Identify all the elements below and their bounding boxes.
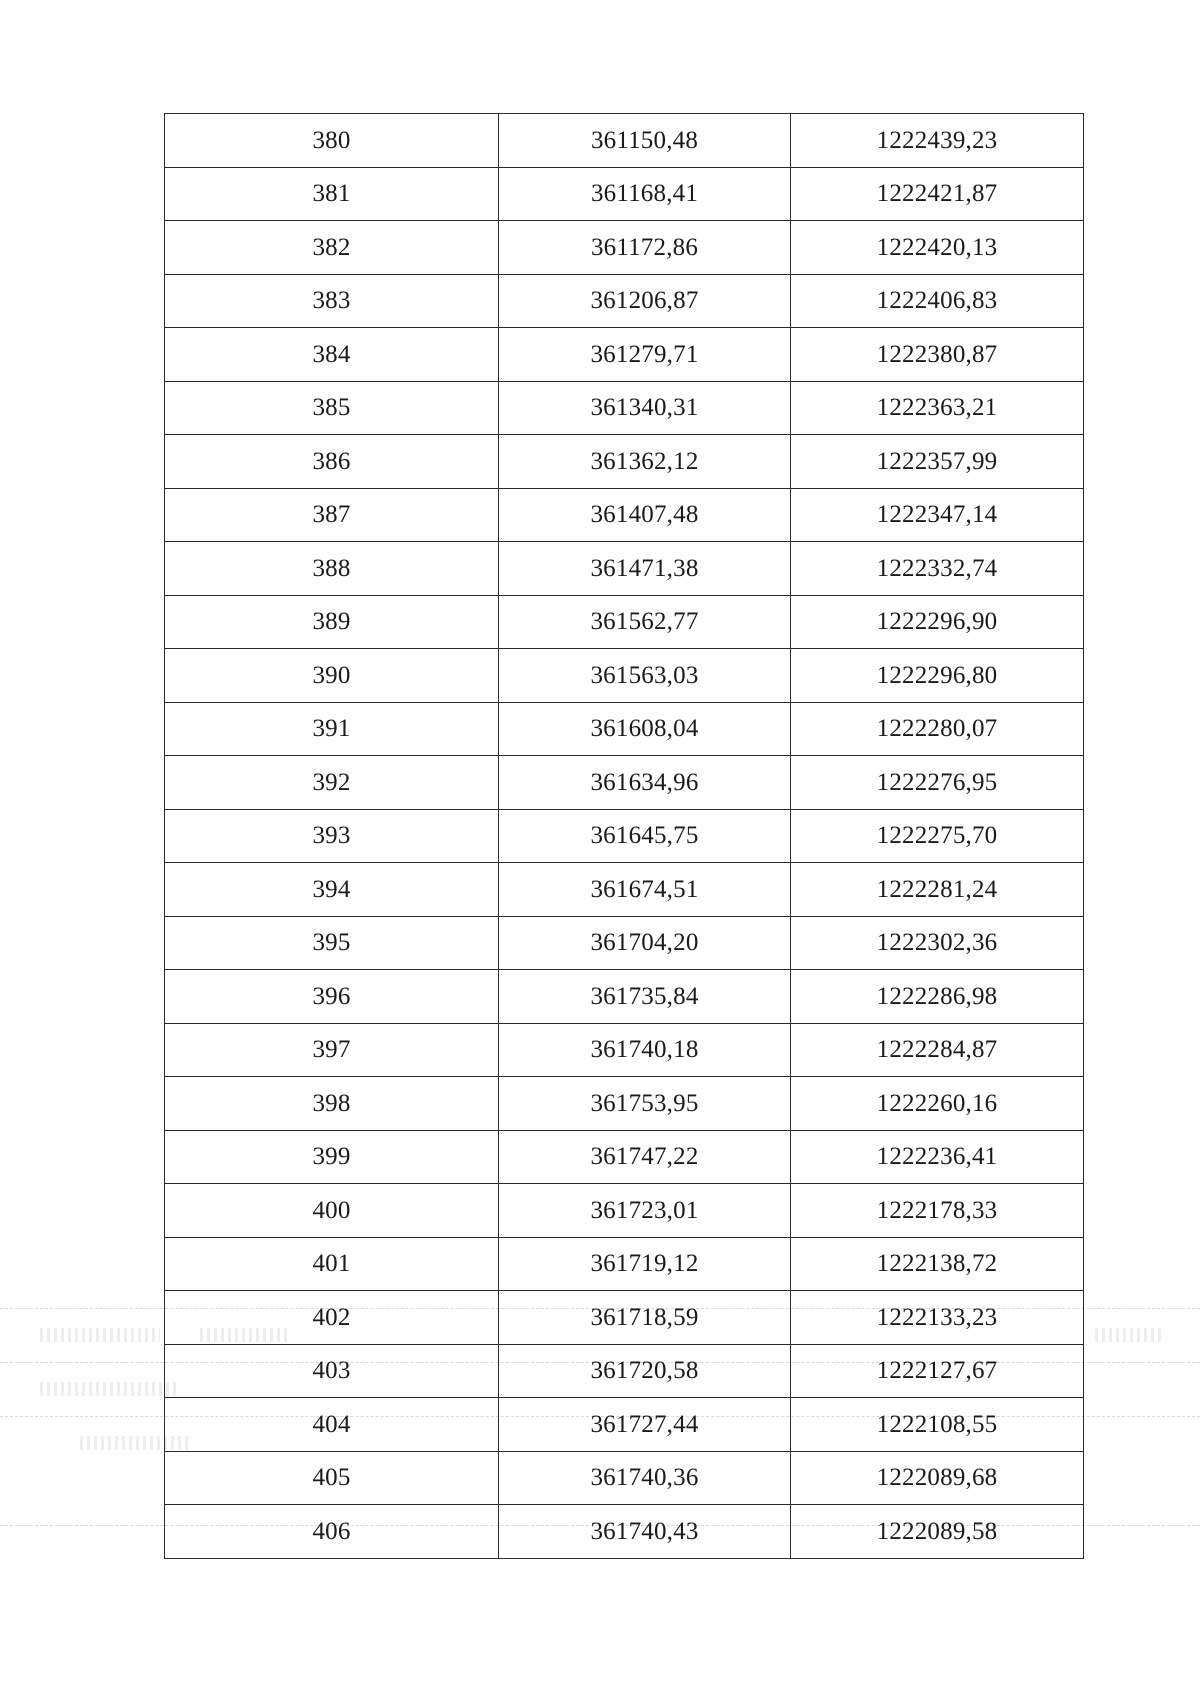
coordinates-table-body — [165, 114, 1084, 1559]
point-number-cell: 386 — [165, 435, 499, 489]
y-coordinate-cell: 1222276,95 — [791, 756, 1084, 810]
table-row — [165, 916, 1084, 970]
scan-artifact-smudge — [40, 1328, 160, 1342]
point-number-cell: 391 — [165, 702, 499, 756]
x-coordinate-cell: 361645,75 — [499, 809, 791, 863]
table-row — [165, 970, 1084, 1024]
point-number-cell: 401 — [165, 1237, 499, 1291]
coordinates-table — [164, 113, 1084, 1559]
y-coordinate-cell: 1222302,36 — [791, 916, 1084, 970]
point-number-cell: 393 — [165, 809, 499, 863]
x-coordinate-cell: 361704,20 — [499, 916, 791, 970]
point-number-cell: 404 — [165, 1398, 499, 1452]
table-row — [165, 1184, 1084, 1238]
table-row — [165, 649, 1084, 703]
y-coordinate-cell: 1222089,58 — [791, 1505, 1084, 1559]
table-row — [165, 221, 1084, 275]
table-row — [165, 1505, 1084, 1559]
table-row — [165, 488, 1084, 542]
point-number-cell: 385 — [165, 381, 499, 435]
table-row — [165, 1291, 1084, 1345]
y-coordinate-cell: 1222421,87 — [791, 167, 1084, 221]
x-coordinate-cell: 361206,87 — [499, 274, 791, 328]
x-coordinate-cell: 361407,48 — [499, 488, 791, 542]
table-row — [165, 1344, 1084, 1398]
point-number-cell: 392 — [165, 756, 499, 810]
x-coordinate-cell: 361720,58 — [499, 1344, 791, 1398]
point-number-cell: 390 — [165, 649, 499, 703]
y-coordinate-cell: 1222406,83 — [791, 274, 1084, 328]
table-row — [165, 756, 1084, 810]
table-row — [165, 542, 1084, 596]
y-coordinate-cell: 1222133,23 — [791, 1291, 1084, 1345]
y-coordinate-cell: 1222363,21 — [791, 381, 1084, 435]
point-number-cell: 397 — [165, 1023, 499, 1077]
point-number-cell: 383 — [165, 274, 499, 328]
point-number-cell: 380 — [165, 114, 499, 168]
x-coordinate-cell: 361747,22 — [499, 1130, 791, 1184]
y-coordinate-cell: 1222260,16 — [791, 1077, 1084, 1131]
point-number-cell: 382 — [165, 221, 499, 275]
y-coordinate-cell: 1222420,13 — [791, 221, 1084, 275]
table-row — [165, 381, 1084, 435]
point-number-cell: 396 — [165, 970, 499, 1024]
x-coordinate-cell: 361340,31 — [499, 381, 791, 435]
y-coordinate-cell: 1222284,87 — [791, 1023, 1084, 1077]
table-row — [165, 435, 1084, 489]
table-row — [165, 328, 1084, 382]
y-coordinate-cell: 1222281,24 — [791, 863, 1084, 917]
y-coordinate-cell: 1222275,70 — [791, 809, 1084, 863]
point-number-cell: 406 — [165, 1505, 499, 1559]
y-coordinate-cell: 1222296,80 — [791, 649, 1084, 703]
y-coordinate-cell: 1222286,98 — [791, 970, 1084, 1024]
point-number-cell: 381 — [165, 167, 499, 221]
x-coordinate-cell: 361563,03 — [499, 649, 791, 703]
x-coordinate-cell: 361753,95 — [499, 1077, 791, 1131]
x-coordinate-cell: 361634,96 — [499, 756, 791, 810]
x-coordinate-cell: 361362,12 — [499, 435, 791, 489]
table-row — [165, 1451, 1084, 1505]
y-coordinate-cell: 1222089,68 — [791, 1451, 1084, 1505]
table-row — [165, 274, 1084, 328]
y-coordinate-cell: 1222380,87 — [791, 328, 1084, 382]
table-row — [165, 1237, 1084, 1291]
x-coordinate-cell: 361723,01 — [499, 1184, 791, 1238]
y-coordinate-cell: 1222357,99 — [791, 435, 1084, 489]
table-row — [165, 1077, 1084, 1131]
table-row — [165, 1023, 1084, 1077]
point-number-cell: 394 — [165, 863, 499, 917]
table-row — [165, 167, 1084, 221]
point-number-cell: 387 — [165, 488, 499, 542]
x-coordinate-cell: 361718,59 — [499, 1291, 791, 1345]
y-coordinate-cell: 1222347,14 — [791, 488, 1084, 542]
point-number-cell: 389 — [165, 595, 499, 649]
x-coordinate-cell: 361172,86 — [499, 221, 791, 275]
x-coordinate-cell: 361735,84 — [499, 970, 791, 1024]
y-coordinate-cell: 1222127,67 — [791, 1344, 1084, 1398]
y-coordinate-cell: 1222178,33 — [791, 1184, 1084, 1238]
scan-artifact-smudge — [1095, 1328, 1165, 1342]
y-coordinate-cell: 1222280,07 — [791, 702, 1084, 756]
x-coordinate-cell: 361740,18 — [499, 1023, 791, 1077]
x-coordinate-cell: 361727,44 — [499, 1398, 791, 1452]
x-coordinate-cell: 361168,41 — [499, 167, 791, 221]
x-coordinate-cell: 361562,77 — [499, 595, 791, 649]
table-row — [165, 114, 1084, 168]
table-row — [165, 595, 1084, 649]
y-coordinate-cell: 1222108,55 — [791, 1398, 1084, 1452]
x-coordinate-cell: 361608,04 — [499, 702, 791, 756]
y-coordinate-cell: 1222332,74 — [791, 542, 1084, 596]
x-coordinate-cell: 361719,12 — [499, 1237, 791, 1291]
point-number-cell: 399 — [165, 1130, 499, 1184]
point-number-cell: 395 — [165, 916, 499, 970]
table-row — [165, 809, 1084, 863]
point-number-cell: 400 — [165, 1184, 499, 1238]
point-number-cell: 398 — [165, 1077, 499, 1131]
scan-artifact-smudge — [40, 1382, 180, 1396]
x-coordinate-cell: 361674,51 — [499, 863, 791, 917]
table-row — [165, 863, 1084, 917]
table-row — [165, 702, 1084, 756]
point-number-cell: 402 — [165, 1291, 499, 1345]
table-row — [165, 1130, 1084, 1184]
x-coordinate-cell: 361471,38 — [499, 542, 791, 596]
y-coordinate-cell: 1222439,23 — [791, 114, 1084, 168]
y-coordinate-cell: 1222138,72 — [791, 1237, 1084, 1291]
y-coordinate-cell: 1222296,90 — [791, 595, 1084, 649]
x-coordinate-cell: 361279,71 — [499, 328, 791, 382]
point-number-cell: 384 — [165, 328, 499, 382]
y-coordinate-cell: 1222236,41 — [791, 1130, 1084, 1184]
table-row — [165, 1398, 1084, 1452]
point-number-cell: 388 — [165, 542, 499, 596]
point-number-cell: 405 — [165, 1451, 499, 1505]
x-coordinate-cell: 361150,48 — [499, 114, 791, 168]
x-coordinate-cell: 361740,43 — [499, 1505, 791, 1559]
x-coordinate-cell: 361740,36 — [499, 1451, 791, 1505]
point-number-cell: 403 — [165, 1344, 499, 1398]
